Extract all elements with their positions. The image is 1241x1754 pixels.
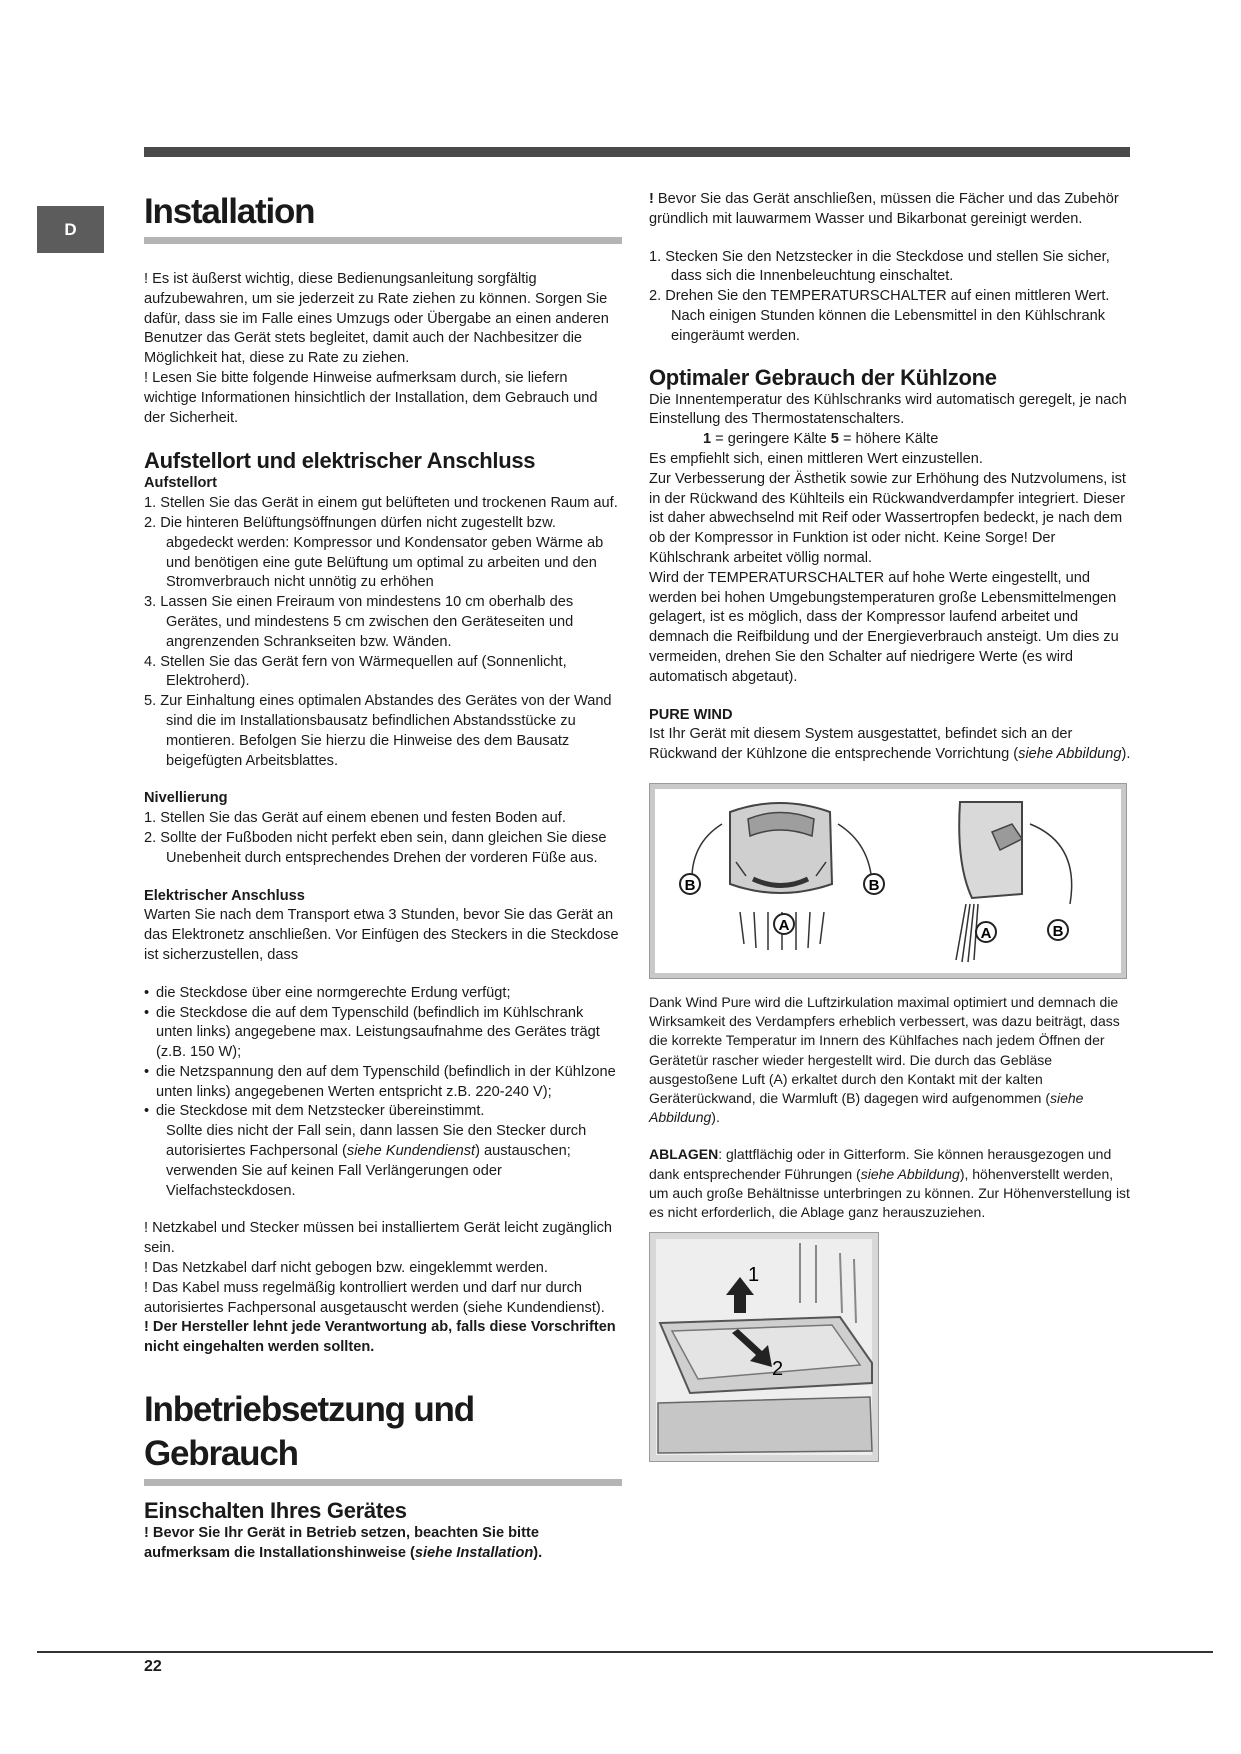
intro-paragraph-2: ! Lesen Sie bitte folgende Hinweise aufmerksam durch, sie liefern wichtige Informationen hinsichtlich der Installation, dem Gebrauch und der Sicherheit. [144, 369, 598, 426]
list-item: 1. Stecken Sie den Netzstecker in die Steckdose und stellen Sie sicher, dass sich die Innenbeleuchtung einschaltet. [649, 248, 1110, 285]
list-item: 2. Sollte der Fußboden nicht perfekt eben sein, dann gleichen Sie diese Unebenheit durch entsprechendes Drehen der vorderen Füße aus. [144, 829, 607, 866]
label-b-text: B [684, 876, 696, 894]
subheading-elektrischer-anschluss: Elektrischer Anschluss [144, 887, 305, 904]
pure-wind-description: Dank Wind Pure wird die Luftzirkulation maximal optimiert und demnach die Wirksamkeit des Verdampfers erheblich verbessert, was dazu beiträgt, dass die korrekte Temperatur im Innern des Kühlfaches nach jedem Öffnen der Gerätetür rascher wieder hergestellt wird. Die durch das Gebläse ausgestoßene Luft (A) erkaltet durch den Kontakt mit der kalten Geräterückwand, die Warmluft (B) dagegen wird aufgenommen (siehe Abbildung). [649, 993, 1120, 1126]
installation-title: Installation [144, 192, 315, 231]
intro-paragraph-1: ! Es ist äußerst wichtig, diese Bedienungsanleitung sorgfältig aufzubewahren, um sie jederzeit zu Rate ziehen zu können. Sorgen Sie dafür, dass sie im Falle eines Umzugs oder Übergabe an einen anderen Benutzer das Gerät stets begleitet, damit auch der Nachbesitzer die Möglichkeit hat, diese zu Rate zu ziehen. [144, 271, 609, 367]
warning-1: ! Netzkabel und Stecker müssen bei installiertem Gerät leicht zugänglich sein. [144, 1220, 613, 1257]
shelf-step-2-label: 2 [772, 1358, 784, 1381]
list-item: 3. Lassen Sie einen Freiraum von mindestens 10 cm oberhalb des Gerätes, und mindestens 5 cm zwischen den Geräteseiten und angrenzenden Schrankseiten bzw. Wänden. [144, 594, 574, 650]
title-underline [144, 1479, 622, 1486]
warning-3: ! Das Kabel muss regelmäßig kontrolliert werden und darf nur durch autorisiertes Fachpersonal ausgetauscht werden (siehe Kundendienst). [144, 1279, 605, 1316]
list-item: 4. Stellen Sie das Gerät fern von Wärmequellen auf (Sonnenlicht, Elektroherd). [144, 653, 567, 690]
elektrisch-paragraph: Warten Sie nach dem Transport etwa 3 Stunden, bevor Sie das Gerät an das Elektronetz anschließen. Vor Einfügen des Steckers in die Steckdose ist sicherzustellen, dass [144, 907, 619, 963]
ablagen-paragraph: ABLAGEN: glattflächig oder in Gitterform. Sie können herausgezogen und dank entsprechender Führungen (siehe Abbildung), höhenverstellt werden, um auch große Behältnisse unterbringen zu können. Zur Höhenverstellung ist es nicht erforderlich, die Ablage ganz herauszuziehen. [649, 1146, 1130, 1220]
thermostat-scale: 1 = geringere Kälte 5 = höhere Kälte [703, 431, 939, 448]
aufstellort-list [144, 494, 622, 771]
list-item: • die Steckdose die auf dem Typenschild (befindlich im Kühlschrank unten links) angegebene max. Leistungsaufnahme des Gerätes trägt (z.B. 150 W); [144, 1004, 622, 1063]
warning-4: ! Der Hersteller lehnt jede Verantwortung ab, falls diese Vorschriften nicht eingehalten werden sollten. [144, 1319, 616, 1356]
inbetriebsetzung-title: Inbetriebsetzung und Gebrauch [144, 1390, 474, 1474]
section-heading-kuehlzone: Optimaler Gebrauch der Kühlzone [649, 364, 997, 390]
page-number: 22 [144, 1658, 162, 1675]
list-item: 2. Die hinteren Belüftungsöffnungen dürfen nicht zugestellt bzw. abgedeckt werden: Kompressor und Kondensator geben Wärme ab und benötigen eine gute Belüftung um optimal zu arbeiten und den Stromverbrauch nicht unnötig zu erhöhen [144, 514, 604, 591]
list-item: 5. Zur Einhaltung eines optimalen Abstandes des Gerätes von der Wand sind die im Installationsbausatz befindlichen Abstandsstücke zu montieren. Befolgen Sie hierzu die Hinweise des dem Bausatz beigefügten Arbeitsblattes. [144, 693, 612, 769]
nivellierung-list [144, 809, 622, 868]
right-column [649, 190, 1131, 1462]
label-b-text: B [1052, 922, 1064, 940]
bullet-continuation: Sollte dies nicht der Fall sein, dann lassen Sie den Stecker durch autorisiertes Fachpersonal (siehe Kundendienst) austauschen; verwenden Sie auf keinen Fall Verlängerungen oder Vielfachsteckdosen. [166, 1123, 587, 1199]
einschalten-note: ! Bevor Sie Ihr Gerät in Betrieb setzen, beachten Sie bitte aufmerksam die Installationshinweise (siehe Installation). [144, 1525, 543, 1561]
title-underline [144, 237, 622, 244]
kuehlzone-paragraph-1: Die Innentemperatur des Kühlschranks wird automatisch geregelt, je nach Einstellung des Thermostatenschalters. [649, 391, 1127, 428]
airflow-diagram [650, 784, 1126, 978]
pure-wind-paragraph: Ist Ihr Gerät mit diesem System ausgestattet, befindet sich an der Rückwand der Kühlzone die entsprechende Vorrichtung (siehe Abbildung). [649, 726, 1131, 763]
top-header-bar [144, 147, 1130, 157]
subheading-pure-wind: PURE WIND [649, 706, 733, 723]
footer-rule [37, 1651, 1213, 1653]
kuehlzone-paragraph-2: Es empfiehlt sich, einen mittleren Wert einzustellen. [649, 450, 983, 467]
kuehlzone-paragraph-3: Zur Verbesserung der Ästhetik sowie zur Erhöhung des Nutzvolumens, ist in der Rückwand des Kühlteils ein Rückwandverdampfer integriert. Dieser ist daher abwechselnd mit Reif oder Wassertropfen bedeckt, je nach dem ob der Kompressor in Funktion ist oder nicht. Keine Sorge! Der Kühlschrank arbeitet völlig normal. [649, 470, 1126, 566]
language-tab: D [37, 206, 104, 253]
list-item: • die Netzspannung den auf dem Typenschild (befindlich in der Kühlzone unten links) angegebenen Werten entspricht z.B. 220-240 V); [144, 1063, 622, 1103]
kuehlzone-paragraph-4: Wird der TEMPERATURSCHALTER auf hohe Werte eingestellt, und werden bei hohen Umgebungstemperaturen große Lebensmittelmengen gelagert, ist es möglich, dass der Kompressor laufend arbeitet und demnach die Reifbildung und der Energieverbrauch ansteigt. Um dies zu vermeiden, drehen Sie den Schalter auf niedrigere Werte (es wird automatisch abgetaut). [649, 569, 1119, 685]
label-b-text: B [868, 876, 880, 894]
section-heading-einschalten: Einschalten Ihres Gerätes [144, 1498, 407, 1524]
shelf-step-1-label: 1 [748, 1264, 760, 1287]
list-item: 2. Drehen Sie den TEMPERATURSCHALTER auf einen mittleren Wert. Nach einigen Stunden können die Lebensmittel in den Kühlschrank eingeräumt werden. [649, 288, 1110, 344]
startup-steps [649, 248, 1131, 347]
left-column [144, 190, 622, 1564]
list-item: • die Steckdose über eine normgerechte Erdung verfügt; [144, 984, 622, 1004]
list-item: 1. Stellen Sie das Gerät in einem gut belüfteten und trockenen Raum auf. [144, 495, 618, 512]
warning-2: ! Das Netzkabel darf nicht gebogen bzw. eingeklemmt werden. [144, 1260, 548, 1277]
pure-wind-figure [649, 783, 1127, 979]
subheading-nivellierung: Nivellierung [144, 790, 228, 807]
requirements-list [144, 984, 622, 1123]
shelf-diagram [650, 1233, 878, 1461]
label-a-text: A [778, 916, 790, 934]
label-a-text: A [980, 924, 992, 942]
subheading-aufstellort: Aufstellort [144, 475, 217, 492]
shelf-figure [649, 1232, 879, 1462]
section-heading-aufstellort: Aufstellort und elektrischer Anschluss [144, 448, 536, 474]
list-item: • die Steckdose mit dem Netzstecker übereinstimmt. [144, 1102, 622, 1122]
list-item: 1. Stellen Sie das Gerät auf einem ebenen und festen Boden auf. [144, 810, 566, 827]
cleaning-note: ! Bevor Sie das Gerät anschließen, müssen die Fächer und das Zubehör gründlich mit lauwarmem Wasser und Bikarbonat gereinigt werden. [649, 191, 1119, 227]
